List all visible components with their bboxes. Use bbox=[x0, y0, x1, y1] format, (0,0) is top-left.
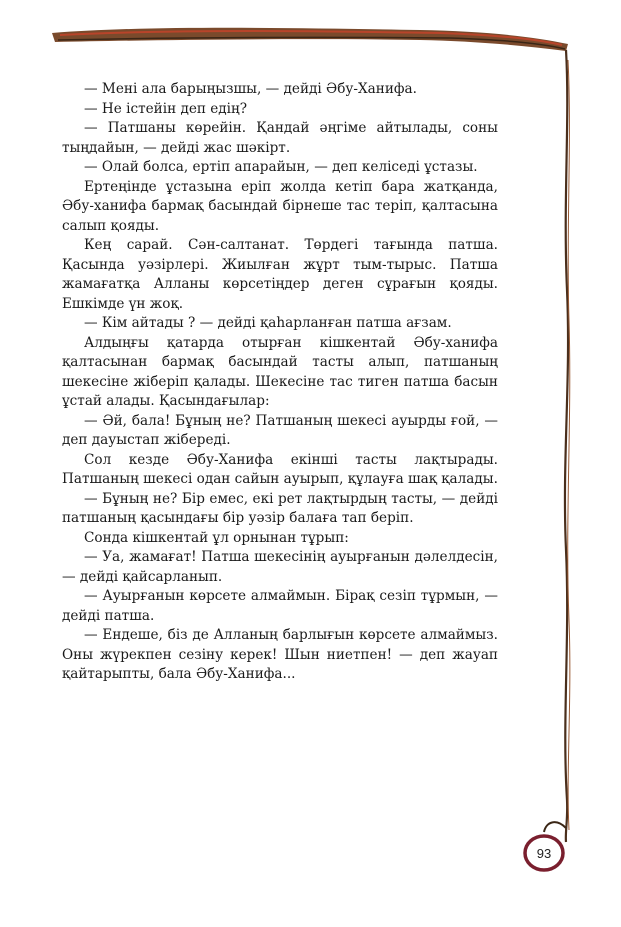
paragraph: — Уа, жамағат! Патша шекесінің ауырғанын дәлелдесін,— дейді қайсарланып. bbox=[62, 549, 498, 585]
hook-stroke bbox=[544, 822, 566, 832]
paragraph: — Ауырғанын көрсете алмаймын. Бірақ сезіп тұрмын, — дейді патша. bbox=[62, 588, 498, 624]
page-number: 93 bbox=[536, 845, 552, 861]
paragraph: Кең сарай. Сән-салтанат. Төрдегі тағында патша. Қасында уәзірлері. Жиылған жұрт тым-тырыс. Патша жамағатқа Алланы көрсетіңдер деген сұрағын қояды. Ешкімде үн жоқ. bbox=[62, 237, 498, 312]
right-border-line bbox=[565, 50, 568, 842]
paragraph: Ертеңінде ұстазына еріп жолда кетіп бара жатқанда, Әбу-ханифа бармақ басындай бірнеше тас теріп, қалтасына салып қояды. bbox=[62, 178, 498, 234]
paragraph: — Олай болса, ертіп апарайын, — деп келіседі ұстазы. bbox=[84, 159, 478, 175]
paragraph: — Мені ала барыңызшы, — дейді Әбу-Ханифа. bbox=[84, 81, 417, 97]
story-text bbox=[62, 80, 498, 685]
right-border-accent bbox=[568, 60, 570, 830]
paragraph: Сол кезде Әбу-Ханифа екінші тасты лақтырады. Патшаның шекесі одан сайын ауырып, құлауға шақ қалады. bbox=[62, 451, 498, 487]
paragraph: Алдыңғы қатарда отырған кішкентай Әбу-ханифа қалтасынан бармақ басындай тасты алып, патшаның шекесіне жіберіп қалады. Шекесіне тас тиген патша басын ұстай алады. Қасындағылар: bbox=[62, 334, 498, 409]
paragraph: — Патшаны көрейін. Қандай әңгіме айтылады, соны тыңдайын, — дейді жас шәкірт. bbox=[62, 120, 498, 156]
paragraph: — Ендеше, біз де Алланың барлығын көрсете алмаймыз. Оны жүрекпен сезіну керек! Шын ниетпен! — деп жауап қайтарыпты, бала Әбу-Ханифа... bbox=[62, 627, 498, 682]
paragraph: — Кім айтады ? — дейді қаһарланған патша ағзам. bbox=[84, 315, 452, 331]
paragraph: Сонда кішкентай ұл орнынан тұрып: bbox=[84, 529, 349, 546]
paragraph: — Не істейін деп едің? bbox=[84, 100, 248, 117]
paragraph: — Бұның не? Бір емес, екі рет лақтырдың тасты, — дейді патшаның қасындағы бір уәзір балаға тап беріп. bbox=[62, 490, 498, 526]
paragraph: — Әй, бала! Бұның не? Патшаның шекесі ауырды ғой, — деп дауыстап жібереді. bbox=[62, 412, 498, 448]
